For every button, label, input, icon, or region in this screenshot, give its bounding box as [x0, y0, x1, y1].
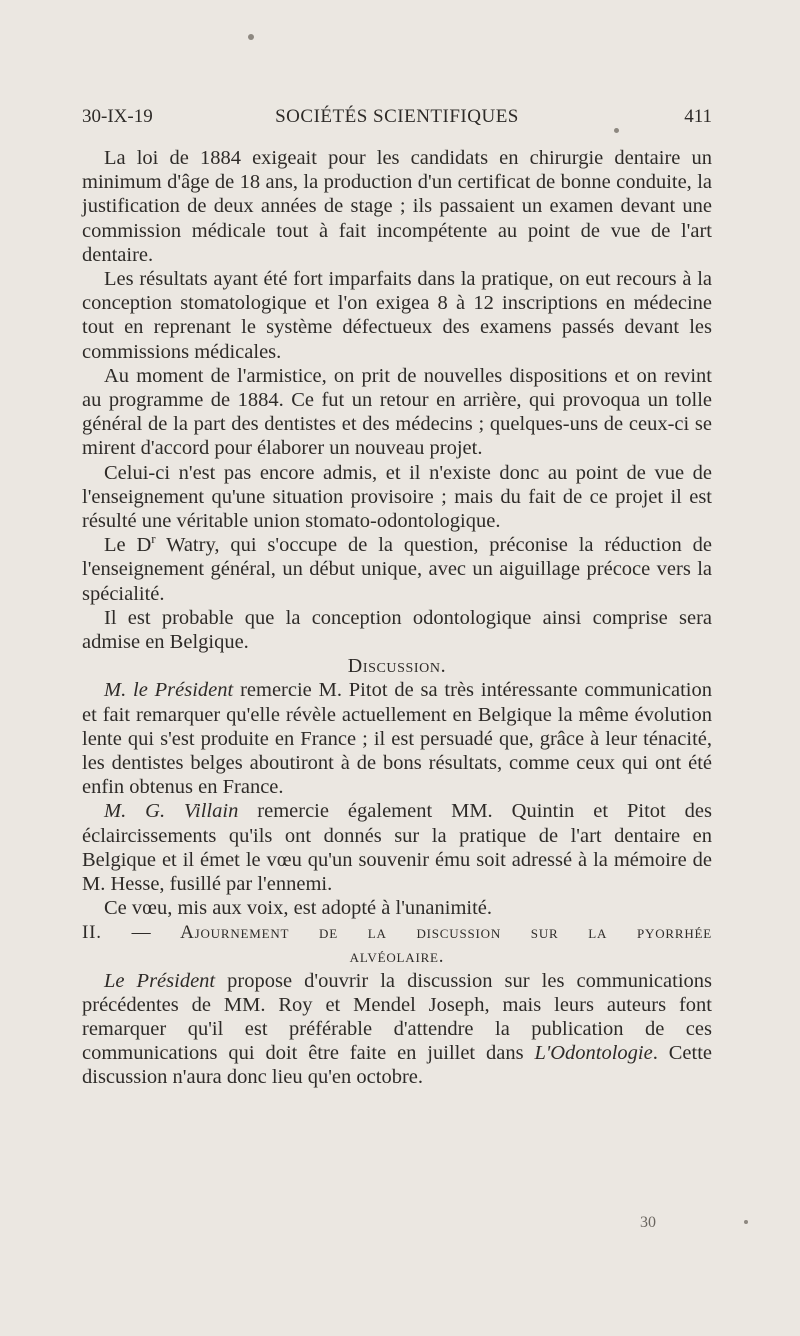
paragraph-watry	[82, 533, 712, 606]
discussion-text: remercie également MM. Quintin et Pitot des éclaircissements qu'ils ont donnés sur la pratique de l'art dentaire en Belgique et il émet le vœu qu'un souvenir ému soit adressé à la mémoire de M. Hesse, fusillé par l'ennemi.	[82, 800, 712, 896]
section-heading-line1: II. — Ajournement de la discussion sur la pyorrhée	[82, 921, 712, 943]
section-heading	[82, 921, 712, 969]
journal-title: L'Odontologie	[534, 1042, 653, 1065]
ink-speck	[248, 34, 254, 40]
discussion-text: remercie M. Pitot de sa très intéressante communication et fait remarquer qu'elle révèle actuellement en Belgique la même évolution lente qui s'est produite en France ; il est persuadé que, grâce à leur ténacité, les dentistes belges aboutiront à de bons résultats, comme ceux qui ont été enfin obtenus en France.	[82, 679, 712, 799]
watry-sup: r	[151, 531, 156, 547]
section-heading-line2: alvéolaire.	[349, 945, 445, 967]
header-title: SOCIÉTÉS SCIENTIFIQUES	[275, 106, 519, 127]
paragraph: Il est probable que la conception odontologique ainsi comprise sera admise en Belgique.	[82, 606, 712, 654]
paragraph: Au moment de l'armistice, on prit de nouvelles dispositions et on revint au programme de 1884. Ce fut un retour en arrière, qui provoqua un tolle général de la part des dentistes et des médecins ; quelques-uns de ceux-ci se mirent d'accord pour élaborer un nouveau projet.	[82, 364, 712, 460]
speaker: M. G. Villain	[104, 800, 239, 823]
discussion-paragraph	[82, 678, 712, 799]
page-number: 411	[684, 106, 712, 127]
paragraph: Celui-ci n'est pas encore admis, et il n'existe donc au point de vue de l'enseignement qu'une situation provisoire ; mais du fait de ce projet il est résulté une véritable union stomato-odontologique.	[82, 461, 712, 533]
final-text-1: propose d'ouvrir la discussion sur les communications précédentes de MM. Roy et Mendel Joseph, mais leurs auteurs font remarquer qu'il est préférable d'attendre la publication de ces communications qui doit être faite en juillet dans	[82, 969, 712, 1065]
header-date: 30-IX-19	[82, 106, 153, 127]
final-text-2: . Cette discussion n'aura donc lieu qu'en octobre.	[82, 1042, 712, 1089]
final-paragraph	[82, 969, 712, 1090]
page-body	[82, 146, 712, 1090]
signature-mark: 30	[640, 1214, 656, 1231]
running-header	[82, 106, 712, 136]
paragraph: La loi de 1884 exigeait pour les candidats en chirurgie dentaire un minimum d'âge de 18 ans, la production d'un certificat de bonne conduite, la justification de deux années de stage ; ils passaient un examen devant une commission médicale tout à fait incompétente au point de vue de l'art dentaire.	[82, 147, 712, 266]
speaker: Le Président	[104, 969, 216, 992]
paragraph: Les résultats ayant été fort imparfaits dans la pratique, on eut recours à la conception stomatologique et l'on exigea 8 à 12 inscriptions en médecine tout en reprenant le système défectueux des examens passés devant les commissions médicales.	[82, 268, 712, 363]
speaker: M. le Président	[104, 679, 234, 702]
watry-before: Le D	[104, 534, 152, 557]
vote-paragraph: Ce vœu, mis aux voix, est adopté à l'unanimité.	[104, 897, 492, 920]
discussion-paragraph	[82, 799, 712, 896]
ink-speck	[744, 1220, 748, 1224]
watry-after: Watry, qui s'occupe de la question, préconise la réduction de l'enseignement général, un début unique, avec un aiguillage précoce vers la spécialité.	[82, 534, 712, 605]
discussion-heading: Discussion.	[347, 655, 447, 678]
